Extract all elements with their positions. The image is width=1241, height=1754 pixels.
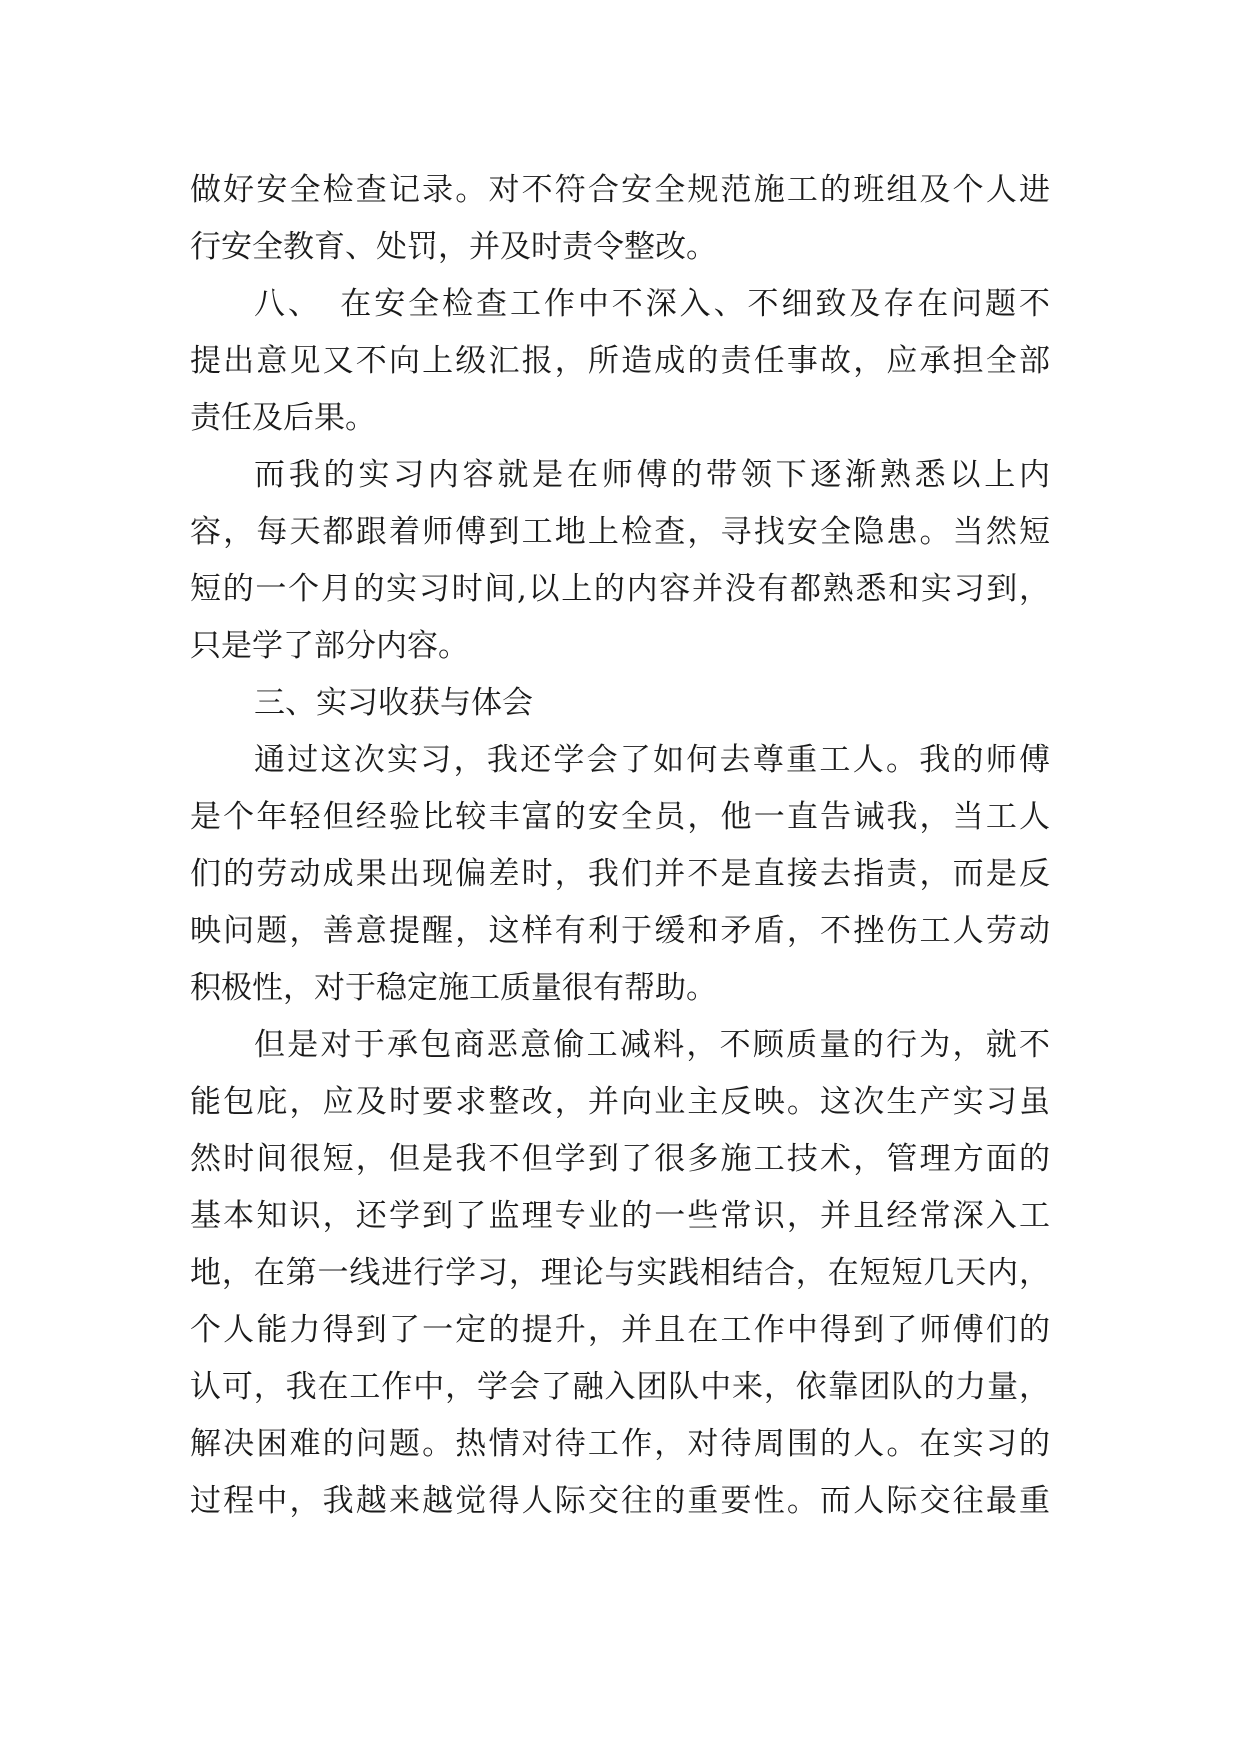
text-line: 行安全教育、处罚，并及时责令整改。 (190, 229, 717, 265)
text-line: 能包庇，应及时要求整改，并向业主反映。这次生产实习虽 (190, 1084, 1050, 1120)
text-line: 认可，我在工作中，学会了融入团队中来，依靠团队的力量， (190, 1369, 1050, 1405)
text-line: 地，在第一线进行学习，理论与实践相结合，在短短几天内， (190, 1255, 1050, 1291)
text-line: 八、 在安全检查工作中不深入、不细致及存在问题不 (254, 286, 1050, 322)
text-line: 是个年轻但经验比较丰富的安全员，他一直告诫我，当工人 (190, 799, 1050, 835)
text-line: 映问题，善意提醒，这样有利于缓和矛盾，不挫伤工人劳动 (190, 913, 1050, 949)
text-line: 容，每天都跟着师傅到工地上检查，寻找安全隐患。当然短 (190, 514, 1050, 550)
text-line: 做好安全检查记录。对不符合安全规范施工的班组及个人进 (190, 172, 1050, 208)
text-line: 们的劳动成果出现偏差时，我们并不是直接去指责，而是反 (190, 856, 1050, 892)
text-line: 责任及后果。 (190, 400, 376, 436)
text-line: 基本知识，还学到了监理专业的一些常识，并且经常深入工 (190, 1198, 1050, 1234)
section-heading: 三、实习收获与体会 (254, 685, 533, 721)
text-line: 提出意见又不向上级汇报，所造成的责任事故，应承担全部 (190, 343, 1050, 379)
text-line: 而我的实习内容就是在师傅的带领下逐渐熟悉以上内 (254, 457, 1050, 493)
text-line: 个人能力得到了一定的提升，并且在工作中得到了师傅们的 (190, 1312, 1050, 1348)
body-text (190, 162, 1050, 1530)
text-line: 解决困难的问题。热情对待工作，对待周围的人。在实习的 (190, 1426, 1050, 1462)
text-line: 只是学了部分内容。 (190, 628, 469, 664)
text-line: 然时间很短，但是我不但学到了很多施工技术，管理方面的 (190, 1141, 1050, 1177)
text-line: 通过这次实习，我还学会了如何去尊重工人。我的师傅 (254, 742, 1050, 778)
text-line: 但是对于承包商恶意偷工减料，不顾质量的行为，就不 (254, 1027, 1050, 1063)
text-line: 积极性，对于稳定施工质量很有帮助。 (190, 970, 717, 1006)
text-line: 短的一个月的实习时间,以上的内容并没有都熟悉和实习到， (190, 571, 1050, 607)
text-line: 过程中，我越来越觉得人际交往的重要性。而人际交往最重 (190, 1483, 1050, 1519)
